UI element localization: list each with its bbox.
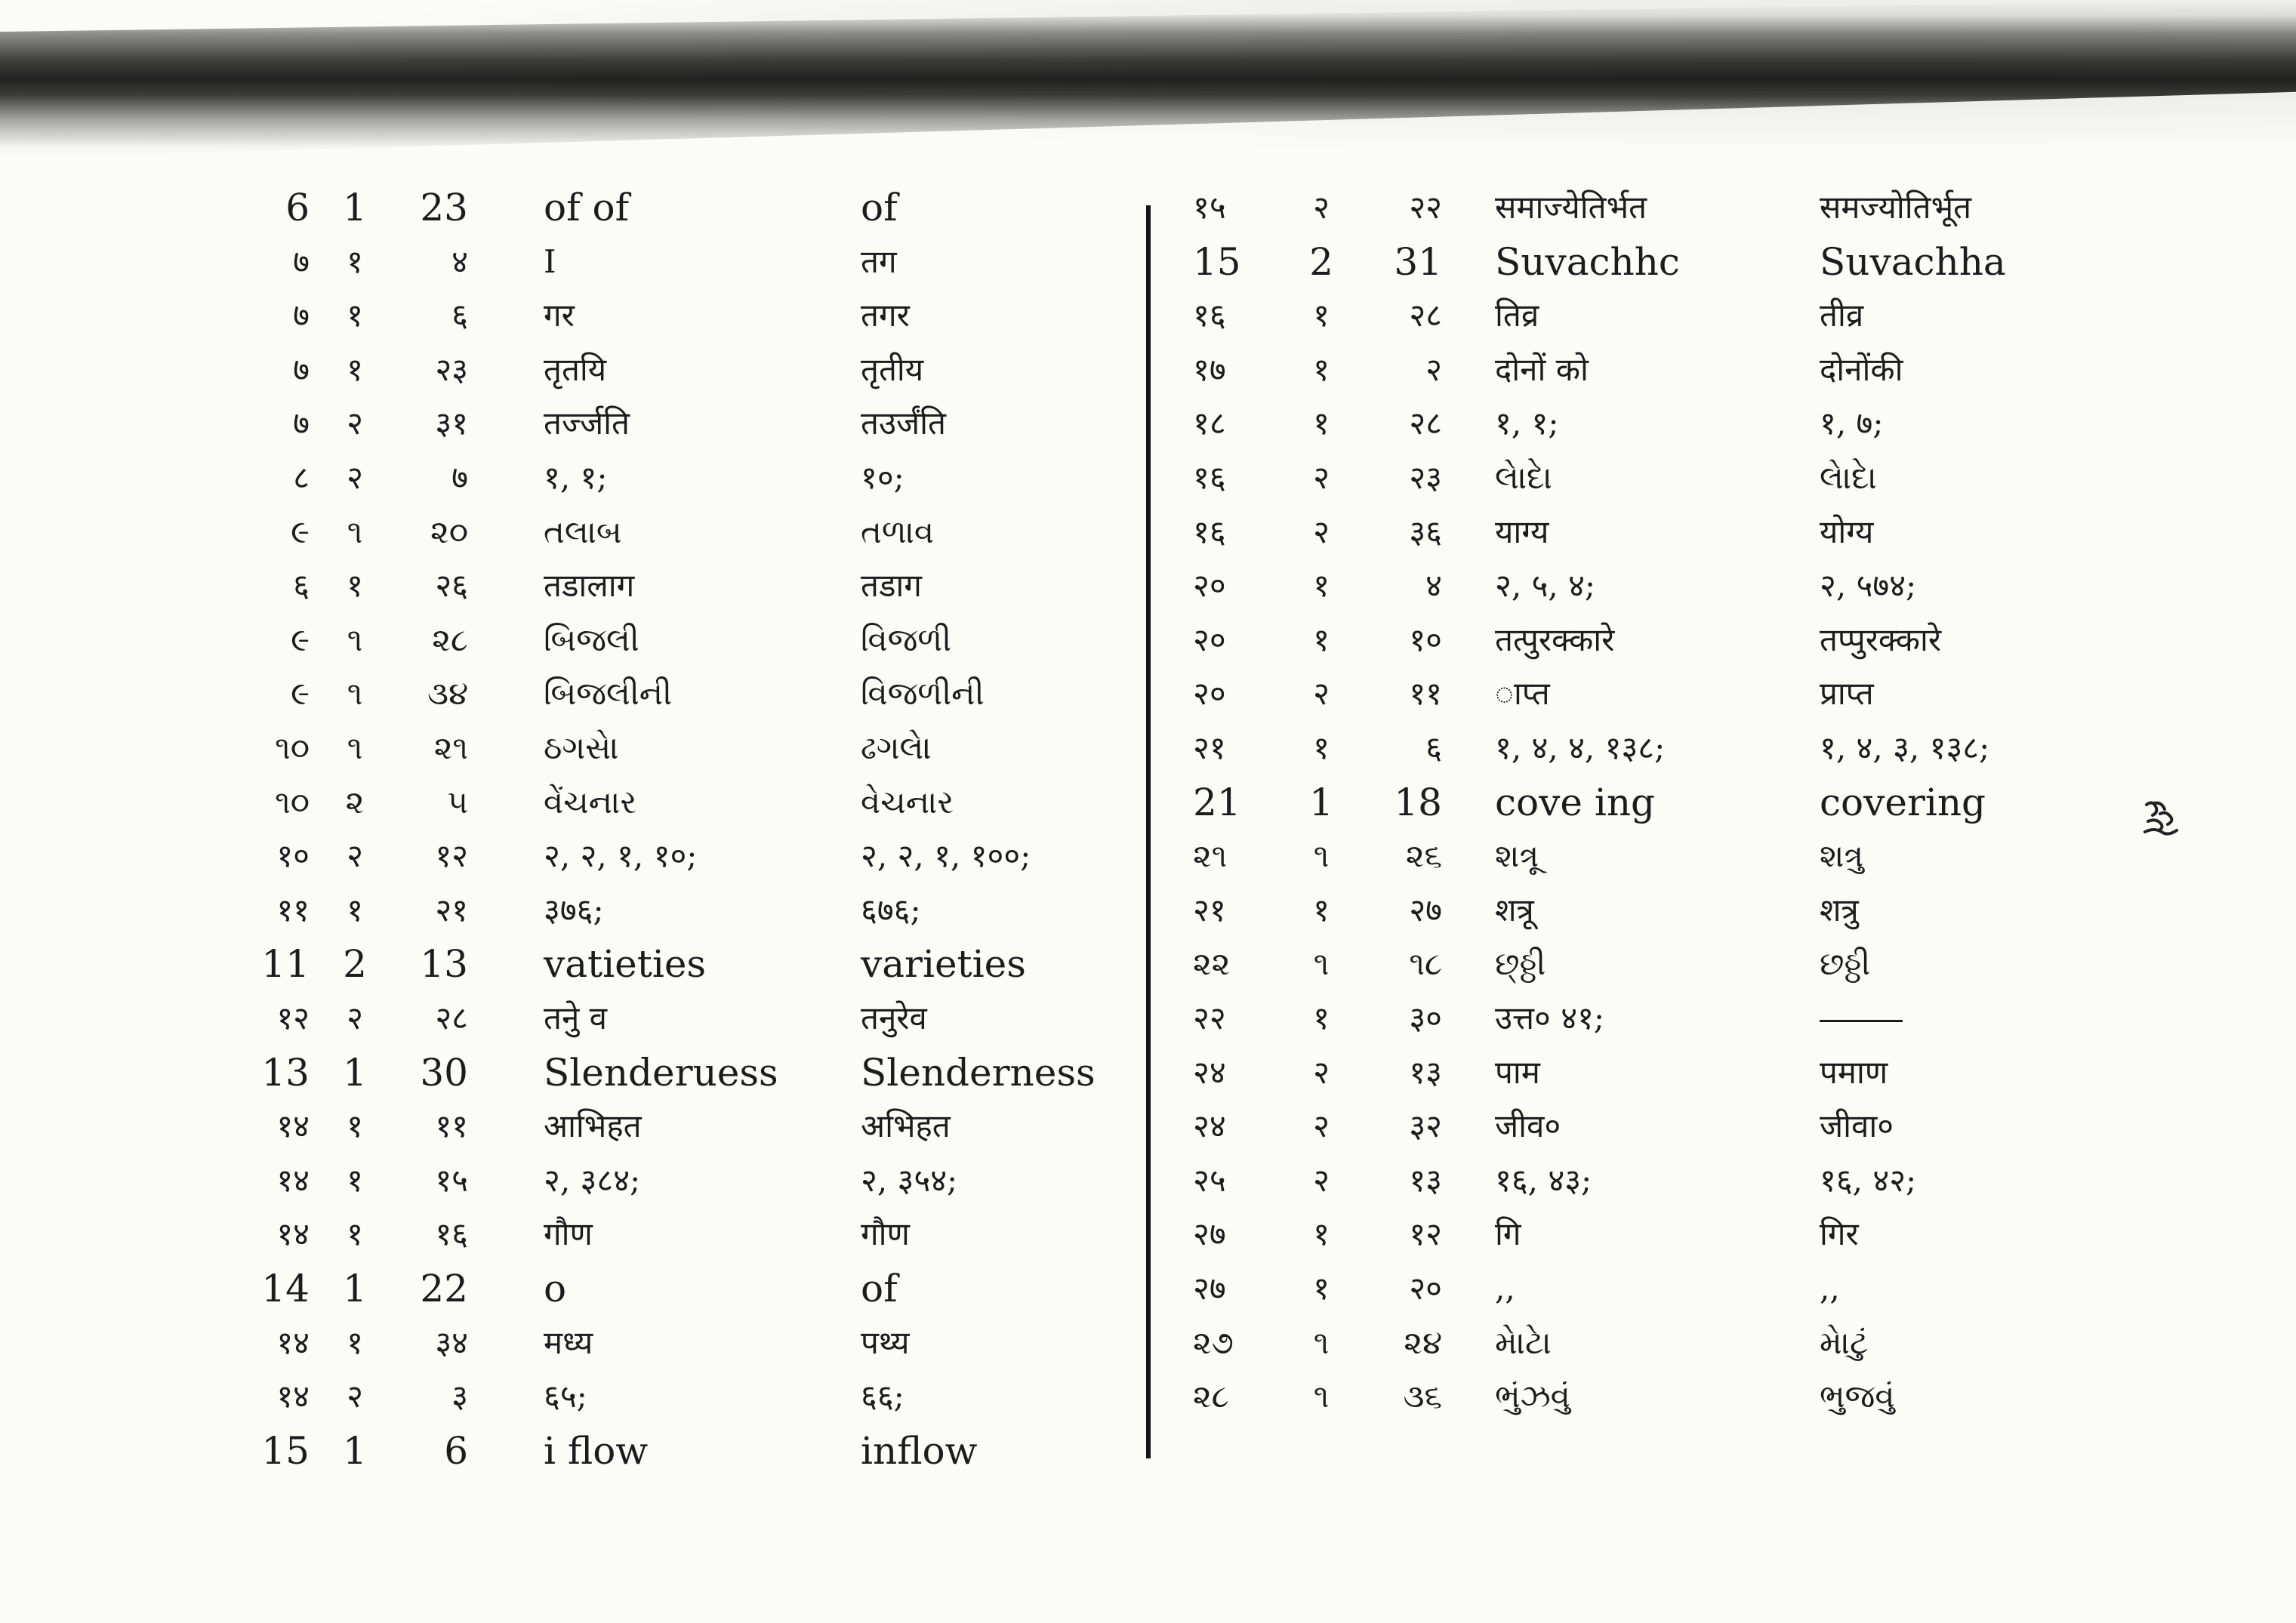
errata-column-number: १: [347, 1161, 363, 1199]
errata-page-number: १६: [1193, 513, 1226, 550]
errata-column-number: २: [1313, 1053, 1330, 1091]
errata-correct-text: तडाग: [861, 567, 922, 605]
errata-page-number: ७: [293, 297, 310, 334]
errata-column-number: २: [347, 999, 363, 1036]
errata-row: [1193, 830, 2174, 882]
errata-row: [249, 830, 1140, 882]
errata-line-number: ૩૬: [1403, 1378, 1442, 1415]
errata-row: [1193, 236, 2174, 288]
errata-line-number: २०: [1409, 1270, 1442, 1307]
errata-page-number: ८: [293, 459, 310, 496]
errata-row: [249, 397, 1140, 450]
errata-page-number: १८: [1193, 405, 1226, 442]
errata-line-number: 18: [1394, 780, 1442, 824]
errata-column-number: ૧: [1313, 1378, 1330, 1415]
errata-column-left: [249, 181, 1140, 1473]
errata-row: [249, 884, 1140, 937]
errata-page-number: १६: [1193, 459, 1226, 496]
errata-incorrect-text: तनुे व: [544, 999, 607, 1036]
errata-row: [1193, 776, 2174, 829]
errata-incorrect-text: उत्त० ४१;: [1495, 999, 1605, 1036]
errata-row: [249, 1154, 1140, 1207]
errata-page-number: ૨૧: [1193, 837, 1228, 875]
errata-page-number: २०: [1193, 621, 1226, 658]
errata-incorrect-text: तिव्र: [1495, 297, 1539, 334]
errata-column-number: २: [347, 459, 363, 496]
errata-column-number: १: [1313, 405, 1330, 442]
errata-page-number: ૨૮: [1193, 1378, 1229, 1415]
errata-correct-text: છઠ્ઠી: [1820, 945, 1871, 983]
errata-correct-text: समज्योतिर्भूत: [1820, 189, 1972, 226]
errata-correct-text: दोनोंकी: [1820, 350, 1903, 388]
errata-row: [249, 1046, 1140, 1099]
errata-incorrect-text: શત્રૂ: [1495, 837, 1539, 875]
errata-row: [1193, 1317, 2174, 1369]
errata-incorrect-text: २, ३८४;: [544, 1161, 641, 1199]
errata-page-number: २५: [1193, 1161, 1226, 1199]
errata-column-number: २: [1313, 675, 1330, 713]
errata-incorrect-text: ભુંઝવું: [1495, 1378, 1570, 1415]
errata-page-number: ૯: [291, 621, 310, 658]
errata-row: [1193, 1208, 2174, 1261]
errata-correct-text: ६७६;: [861, 891, 921, 929]
errata-row: [1193, 181, 2174, 234]
errata-incorrect-text: I: [544, 242, 556, 280]
errata-column-number: ૧: [347, 621, 363, 658]
errata-page-number: 21: [1193, 780, 1241, 824]
errata-correct-text: inflow: [861, 1428, 978, 1473]
errata-line-number: ૩૪: [427, 675, 468, 713]
errata-page-number: 15: [261, 1428, 310, 1473]
errata-column-number: १: [1313, 1215, 1330, 1253]
errata-incorrect-text: १, १;: [544, 459, 608, 496]
errata-correct-text: तीव्र: [1820, 297, 1864, 334]
scan-shadow: [0, 0, 2296, 174]
errata-column-number: ૧: [1313, 945, 1330, 983]
errata-correct-text: covering: [1820, 780, 1986, 824]
errata-row: [249, 667, 1140, 720]
errata-correct-text: Slenderness: [861, 1050, 1096, 1095]
errata-column-number: १: [347, 1107, 363, 1145]
errata-page-number: ૨૨: [1193, 945, 1231, 983]
errata-incorrect-text: Suvachhc: [1495, 239, 1680, 284]
errata-line-number: ११: [1409, 675, 1442, 713]
errata-correct-text: तउर्जंति: [861, 405, 946, 442]
errata-column-number: २: [347, 837, 363, 875]
errata-correct-text: વિજળીની: [861, 675, 985, 713]
errata-incorrect-text: બિજલી: [544, 621, 639, 658]
errata-column-number: 1: [343, 1050, 367, 1095]
errata-row: [1193, 722, 2174, 775]
errata-column-number: १: [1313, 729, 1330, 766]
errata-page-number: १४: [276, 1378, 310, 1415]
errata-row: [249, 181, 1140, 234]
errata-correct-text: अभिहत: [861, 1107, 951, 1145]
errata-correct-text: योग्य: [1820, 513, 1874, 550]
errata-line-number: २२: [1409, 189, 1442, 226]
errata-line-number: ३४: [435, 1323, 468, 1361]
errata-correct-text: શત્રુ: [1820, 837, 1864, 875]
errata-incorrect-text: जीव०: [1495, 1107, 1561, 1145]
errata-line-number: ११: [435, 1107, 468, 1145]
errata-column-number: १: [1313, 621, 1330, 658]
errata-column-number: १: [1313, 297, 1330, 334]
errata-line-number: २६: [435, 567, 468, 605]
errata-row: [249, 1208, 1140, 1261]
errata-page-number: १०: [276, 837, 310, 875]
errata-page-number: ११: [276, 891, 310, 929]
errata-line-number: २३: [435, 350, 468, 388]
errata-correct-text: १६, ४२;: [1820, 1161, 1917, 1199]
errata-incorrect-text: મેાટેા: [1495, 1323, 1552, 1361]
errata-line-number: २७: [1409, 891, 1442, 929]
errata-column-number: १: [347, 567, 363, 605]
errata-line-number: ૨૦: [430, 513, 468, 550]
errata-incorrect-text: याग्य: [1495, 513, 1549, 550]
errata-row: [1193, 992, 2174, 1045]
errata-correct-text: तगर: [861, 297, 910, 334]
errata-line-number: २८: [1409, 297, 1442, 334]
errata-correct-text: ६६;: [861, 1378, 905, 1415]
errata-correct-text: ઢગલે।: [861, 729, 932, 766]
errata-page-number: १४: [276, 1107, 310, 1145]
errata-incorrect-text: १६, ४३;: [1495, 1161, 1592, 1199]
errata-correct-text: तृतीय: [861, 350, 924, 388]
errata-row: [1193, 289, 2174, 342]
errata-correct-text: of: [861, 1267, 898, 1310]
errata-correct-text: ,,: [1820, 1270, 1840, 1307]
errata-page-number: ૧૦: [275, 783, 310, 821]
errata-correct-text: મેાટું: [1820, 1323, 1869, 1361]
errata-page-number: २१: [1193, 729, 1226, 766]
errata-row: [249, 1424, 1140, 1477]
errata-line-number: ૨૬: [1405, 837, 1442, 875]
errata-incorrect-text: ाप्त: [1495, 675, 1550, 713]
errata-page-number: 14: [261, 1267, 310, 1310]
errata-row: [1193, 667, 2174, 720]
errata-page-number: 15: [1193, 239, 1241, 284]
errata-incorrect-text: ३७६;: [544, 891, 604, 929]
errata-page-number: १२: [276, 999, 310, 1036]
errata-correct-text: २, ३५४;: [861, 1161, 958, 1199]
errata-column-number: २: [1313, 513, 1330, 550]
errata-line-number: ૨૧: [433, 729, 468, 766]
errata-line-number: ૧૮: [1409, 945, 1442, 983]
errata-column-number: १: [1313, 350, 1330, 388]
errata-line-number: ३: [451, 1378, 468, 1415]
errata-column-number: 2: [343, 942, 367, 987]
errata-page-number: ६: [293, 567, 310, 605]
errata-page-number: २१: [1193, 891, 1226, 929]
errata-page-number: २२: [1193, 999, 1226, 1036]
errata-incorrect-text: i flow: [544, 1428, 649, 1473]
errata-correct-text: વેચનાર: [861, 783, 954, 821]
errata-row: [1193, 397, 2174, 450]
errata-incorrect-text: पाम: [1495, 1053, 1540, 1091]
errata-incorrect-text: Slenderuess: [544, 1050, 778, 1095]
errata-page-number: ७: [293, 242, 310, 280]
errata-incorrect-text: vatieties: [544, 942, 707, 987]
errata-line-number: ३२: [1409, 1107, 1442, 1145]
errata-correct-text: १०;: [861, 459, 905, 496]
errata-incorrect-text: ६५;: [544, 1378, 587, 1415]
errata-line-number: १३: [1409, 1161, 1442, 1199]
errata-page-number: २७: [1193, 1215, 1226, 1253]
errata-incorrect-text: दोनों को: [1495, 350, 1589, 388]
errata-row: [249, 722, 1140, 775]
errata-line-number: 23: [420, 186, 468, 229]
errata-column-number: १: [347, 891, 363, 929]
errata-row: [249, 559, 1140, 612]
errata-row: [1193, 1046, 2174, 1099]
errata-column-number: १: [1313, 999, 1330, 1036]
errata-column-number: ૧: [1313, 1323, 1330, 1361]
errata-incorrect-text: गौण: [544, 1215, 593, 1253]
errata-column-number: १: [347, 350, 363, 388]
errata-column-number: २: [1313, 189, 1330, 226]
errata-page-number: १७: [1193, 350, 1226, 388]
errata-page-number: २०: [1193, 567, 1226, 605]
errata-page-number: १४: [276, 1215, 310, 1253]
errata-row: [249, 776, 1140, 829]
errata-row: [249, 343, 1140, 396]
errata-page-number: ૯: [291, 513, 310, 550]
errata-page-number: ૨૭: [1193, 1323, 1234, 1361]
errata-incorrect-text: તલાબ: [544, 513, 622, 550]
errata-incorrect-text: २, ५, ४;: [1495, 567, 1596, 605]
errata-line-number: २८: [1409, 405, 1442, 442]
errata-line-number: 22: [420, 1267, 468, 1310]
errata-line-number: 13: [420, 942, 468, 987]
errata-line-number: 31: [1394, 239, 1442, 284]
errata-page-number: 6: [285, 186, 310, 229]
errata-incorrect-text: લેાદેા: [1495, 459, 1552, 496]
errata-column-number: २: [1313, 1107, 1330, 1145]
errata-incorrect-text: तृतयि: [544, 350, 607, 388]
errata-correct-text: शत्रु: [1820, 891, 1859, 929]
column-divider: [1146, 205, 1151, 1458]
errata-line-number: ४: [1425, 567, 1442, 605]
errata-row: [249, 1317, 1140, 1369]
errata-line-number: १३: [1409, 1053, 1442, 1091]
errata-row: [1193, 1154, 2174, 1207]
errata-incorrect-text: शत्रू: [1495, 891, 1534, 929]
errata-column-number: २: [1313, 1161, 1330, 1199]
errata-column-number: 1: [343, 1428, 367, 1473]
errata-column-number: 1: [1309, 780, 1333, 824]
errata-column-number: ૧: [347, 675, 363, 713]
errata-column-number: २: [1313, 459, 1330, 496]
errata-page-number: १६: [1193, 297, 1226, 334]
errata-line-number: १५: [435, 1161, 468, 1199]
errata-line-number: ६: [1425, 729, 1442, 766]
errata-page-number: १५: [1193, 189, 1226, 226]
errata-correct-text: प्राप्त: [1820, 675, 1874, 713]
errata-column-number: १: [1313, 1270, 1330, 1307]
errata-page-number: २४: [1193, 1107, 1226, 1145]
errata-incorrect-text: १, १;: [1495, 405, 1559, 442]
errata-correct-text: तप्पुरक्कारे: [1820, 621, 1942, 658]
errata-page-number: ૧૦: [275, 729, 310, 766]
errata-incorrect-text: समाज्येतिर्भत: [1495, 189, 1647, 226]
errata-column-number: १: [347, 242, 363, 280]
errata-incorrect-text: of of: [544, 186, 630, 229]
errata-line-number: ४: [451, 242, 468, 280]
errata-correct-text: of: [861, 186, 898, 229]
errata-page-number: ૯: [291, 675, 310, 713]
errata-correct-text: વિજળી: [861, 621, 952, 658]
errata-column-number: १: [1313, 891, 1330, 929]
errata-correct-text: जीवा०: [1820, 1107, 1894, 1145]
errata-correct-text: पमाण: [1820, 1053, 1888, 1091]
errata-column-number: १: [1313, 567, 1330, 605]
errata-line-number: १६: [435, 1215, 468, 1253]
errata-row: [249, 938, 1140, 990]
errata-row: [249, 451, 1140, 504]
errata-incorrect-text: ,,: [1495, 1270, 1515, 1307]
errata-line-number: ३०: [1409, 999, 1442, 1036]
errata-page-number: १४: [276, 1323, 310, 1361]
errata-line-number: 30: [420, 1050, 468, 1095]
errata-line-number: १२: [435, 837, 468, 875]
errata-page-number: २७: [1193, 1270, 1226, 1307]
errata-correct-text: १, ७;: [1820, 405, 1884, 442]
errata-incorrect-text: तत्पुरक्कारे: [1495, 621, 1615, 658]
errata-correct-text: Suvachha: [1820, 239, 2006, 284]
errata-row: [1193, 343, 2174, 396]
errata-column-number: ૧: [347, 513, 363, 550]
errata-correct-text: ભુજવું: [1820, 1378, 1895, 1415]
errata-column-number: ૨: [345, 783, 365, 821]
errata-page-number: ७: [293, 405, 310, 442]
errata-correct-text: २, २, १, १००;: [861, 837, 1031, 875]
errata-correct-text: गिर: [1820, 1215, 1859, 1253]
errata-page-number: २०: [1193, 675, 1226, 713]
errata-incorrect-text: मध्य: [544, 1323, 593, 1361]
errata-page-number: ७: [293, 350, 310, 388]
errata-incorrect-text: आभिहत: [544, 1107, 642, 1145]
errata-row: [249, 1100, 1140, 1153]
errata-page-number: १४: [276, 1161, 310, 1199]
errata-incorrect-text: तर्ज्जति: [544, 405, 630, 442]
errata-incorrect-text: ઠગસે।: [544, 729, 620, 766]
errata-row: [249, 1262, 1140, 1315]
margin-annotation-icon: [2140, 799, 2183, 844]
errata-column-number: २: [347, 1378, 363, 1415]
errata-row: [1193, 506, 2174, 559]
errata-line-number: ૨૪: [1404, 1323, 1442, 1361]
errata-row: [1193, 1262, 2174, 1315]
errata-correct-text: varieties: [861, 942, 1026, 987]
errata-correct-text: १, ४, ३, १३८;: [1820, 729, 1990, 766]
errata-line-number: २८: [435, 999, 468, 1036]
errata-page-number: 13: [261, 1050, 310, 1095]
errata-line-number: 6: [444, 1428, 468, 1473]
errata-column-number: 2: [1309, 239, 1333, 284]
errata-line-number: २३: [1409, 459, 1442, 496]
errata-correct-text: तनुरेव: [861, 999, 927, 1036]
errata-incorrect-text: तडालाग: [544, 567, 635, 605]
errata-line-number: ३६: [1409, 513, 1442, 550]
errata-row: [1193, 559, 2174, 612]
errata-correct-text: २, ५७४;: [1820, 567, 1917, 605]
errata-row: [249, 1370, 1140, 1423]
errata-correct-text: તળાવ: [861, 513, 935, 550]
errata-row: [1193, 1100, 2174, 1153]
errata-line-number: ૫: [447, 783, 468, 821]
errata-incorrect-text: વેંચનાર: [544, 783, 637, 821]
errata-correct-text: गौण: [861, 1215, 910, 1253]
errata-line-number: ૨૮: [432, 621, 468, 658]
errata-row: [249, 992, 1140, 1045]
errata-incorrect-text: गर: [544, 297, 575, 334]
errata-column-number: २: [347, 405, 363, 442]
errata-row: [1193, 451, 2174, 504]
errata-row: [1193, 614, 2174, 667]
errata-row: [249, 614, 1140, 667]
errata-row: [1193, 1370, 2174, 1423]
errata-line-number: १२: [1409, 1215, 1442, 1253]
errata-incorrect-text: १, ४, ४, १३८;: [1495, 729, 1666, 766]
errata-incorrect-text: २, २, १, १०;: [544, 837, 698, 875]
errata-correct-text: લેાદેા: [1820, 459, 1877, 496]
errata-column-number: ૧: [347, 729, 363, 766]
errata-correct-text: [1820, 992, 2174, 1045]
errata-line-number: ७: [451, 459, 468, 496]
errata-line-number: २१: [435, 891, 468, 929]
errata-column-number: १: [347, 297, 363, 334]
errata-column-number: १: [347, 1323, 363, 1361]
errata-incorrect-text: છ્ઠ્ઠી: [1495, 945, 1546, 983]
errata-column-number: 1: [343, 186, 367, 229]
errata-correct-text: तग: [861, 242, 897, 280]
errata-row: [249, 236, 1140, 288]
errata-line-number: ६: [451, 297, 468, 334]
errata-incorrect-text: cove ing: [1495, 780, 1656, 824]
errata-column-number: 1: [343, 1267, 367, 1310]
errata-column-right: [1193, 181, 2174, 1464]
errata-page-number: 11: [261, 942, 310, 987]
errata-line-number: १०: [1409, 621, 1442, 658]
errata-incorrect-text: o: [544, 1267, 567, 1310]
errata-row: [1193, 938, 2174, 990]
errata-incorrect-text: બિજલીની: [544, 675, 673, 713]
errata-line-number: ३१: [435, 405, 468, 442]
errata-row: [249, 289, 1140, 342]
errata-row: [249, 506, 1140, 559]
errata-page-number: २४: [1193, 1053, 1226, 1091]
errata-column-number: ૧: [1313, 837, 1330, 875]
errata-row: [1193, 884, 2174, 937]
errata-line-number: २: [1425, 350, 1442, 388]
omission-dash: [1820, 1020, 1903, 1022]
errata-correct-text: पथ्य: [861, 1323, 910, 1361]
errata-incorrect-text: गि: [1495, 1215, 1521, 1253]
errata-column-number: १: [347, 1215, 363, 1253]
